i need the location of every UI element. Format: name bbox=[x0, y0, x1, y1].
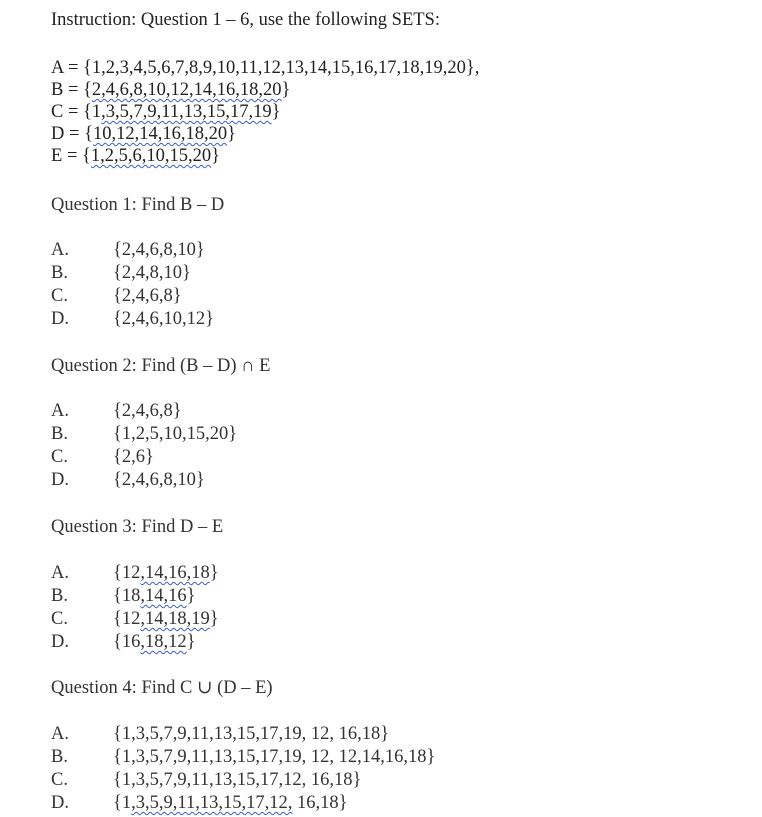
brace-open: {12 bbox=[113, 563, 141, 583]
option-answer bbox=[113, 609, 219, 629]
option-answer: {2,4,6,10,12} bbox=[113, 309, 215, 329]
option-answer: {2,4,6,8} bbox=[113, 286, 182, 306]
set-name: B bbox=[51, 80, 64, 100]
option-answer: {2,4,6,8} bbox=[113, 401, 182, 421]
question-2-option-a[interactable] bbox=[51, 400, 182, 422]
option-answer bbox=[113, 586, 196, 606]
option-letter: D. bbox=[51, 470, 69, 490]
question-3-option-a[interactable] bbox=[51, 562, 219, 584]
set-value-underlined: ,3,5,7,9,11,13,15,17,19 bbox=[101, 102, 272, 122]
option-answer bbox=[113, 632, 196, 652]
set-d bbox=[51, 123, 236, 145]
brace-close: } bbox=[211, 146, 221, 166]
option-letter: D. bbox=[51, 632, 69, 652]
question-1-option-d[interactable] bbox=[51, 308, 214, 330]
question-1-option-a[interactable] bbox=[51, 239, 205, 261]
question-2-title: Question 2: Find (B – D) ∩ E bbox=[51, 356, 271, 376]
brace-open: { bbox=[82, 146, 91, 166]
set-value-underlined: 1,2,5,6,10,15,20 bbox=[90, 146, 212, 166]
option-answer: {2,4,6,8,10} bbox=[113, 240, 205, 260]
option-answer bbox=[113, 563, 219, 583]
set-a bbox=[51, 57, 479, 79]
option-answer: {1,3,5,7,9,11,13,15,17,19, 12, 12,14,16,18} bbox=[113, 747, 436, 767]
option-letter: C. bbox=[51, 286, 68, 306]
option-answer bbox=[113, 793, 347, 813]
brace-open: {1 bbox=[83, 102, 102, 122]
set-name: D bbox=[51, 124, 65, 144]
option-answer: {2,6} bbox=[113, 447, 154, 467]
brace-close: } bbox=[186, 586, 196, 606]
brace-open: {1 bbox=[113, 793, 132, 813]
question-2-option-b[interactable] bbox=[51, 423, 237, 445]
option-letter: C. bbox=[51, 770, 68, 790]
answer-underlined: ,14,16 bbox=[140, 586, 187, 606]
set-c bbox=[51, 101, 281, 123]
set-value-underlined: 2,4,6,8,10,12,14,16,18,20 bbox=[91, 80, 282, 100]
question-4-option-c[interactable] bbox=[51, 769, 361, 791]
brace-close: } bbox=[186, 632, 196, 652]
question-3-option-c[interactable] bbox=[51, 608, 219, 630]
option-letter: B. bbox=[51, 263, 68, 283]
question-3-option-b[interactable] bbox=[51, 585, 196, 607]
option-letter: A. bbox=[51, 240, 69, 260]
equals-sign: = bbox=[64, 124, 85, 144]
question-2-option-c[interactable] bbox=[51, 446, 154, 468]
answer-underlined: ,14,18,19 bbox=[140, 609, 210, 629]
option-answer: {1,2,5,10,15,20} bbox=[113, 424, 238, 444]
brace-open: {12 bbox=[113, 609, 141, 629]
option-letter: A. bbox=[51, 401, 69, 421]
set-value: {1,2,3,4,5,6,7,8,9,10,11,12,13,14,15,16,17,18,19,20}, bbox=[83, 58, 480, 78]
option-letter: C. bbox=[51, 609, 68, 629]
set-name: C bbox=[51, 102, 64, 122]
brace-close: } bbox=[209, 563, 219, 583]
brace-open: {16 bbox=[113, 632, 141, 652]
answer-underlined: ,18,12 bbox=[140, 632, 187, 652]
equals-sign: = bbox=[62, 146, 82, 166]
answer-underlined: ,3,5,9,11,13,15,17,12, bbox=[131, 793, 293, 813]
brace-close: } bbox=[227, 124, 236, 144]
option-answer: {1,3,5,7,9,11,13,15,17,19, 12, 16,18} bbox=[113, 724, 390, 744]
answer-tail: 16,18} bbox=[292, 793, 348, 813]
question-1-title: Question 1: Find B – D bbox=[51, 195, 225, 215]
set-e bbox=[51, 145, 220, 167]
option-letter: B. bbox=[51, 586, 68, 606]
answer-underlined: ,14,16,18 bbox=[140, 563, 210, 583]
instruction-text: Instruction: Question 1 – 6, use the following SETS: bbox=[51, 10, 440, 30]
brace-close: } bbox=[271, 102, 281, 122]
option-letter: C. bbox=[51, 447, 68, 467]
set-name: A bbox=[51, 58, 64, 78]
set-b bbox=[51, 79, 290, 101]
option-letter: B. bbox=[51, 424, 68, 444]
brace-close: } bbox=[209, 609, 219, 629]
option-letter: D. bbox=[51, 309, 69, 329]
option-letter: A. bbox=[51, 724, 69, 744]
question-4-title: Question 4: Find C ∪ (D – E) bbox=[51, 678, 273, 698]
brace-open: { bbox=[83, 80, 92, 100]
question-4-option-a[interactable] bbox=[51, 723, 389, 745]
brace-open: {18 bbox=[113, 586, 141, 606]
equals-sign: = bbox=[63, 80, 84, 100]
equals-sign: = bbox=[63, 102, 84, 122]
set-value-underlined: 10,12,14,16,18,20 bbox=[92, 124, 228, 144]
question-1-option-b[interactable] bbox=[51, 262, 191, 284]
brace-close: } bbox=[281, 80, 291, 100]
option-letter: A. bbox=[51, 563, 69, 583]
question-4-option-b[interactable] bbox=[51, 746, 435, 768]
question-3-title: Question 3: Find D – E bbox=[51, 517, 224, 537]
question-1-option-c[interactable] bbox=[51, 285, 182, 307]
brace-open: { bbox=[84, 124, 93, 144]
option-answer: {2,4,8,10} bbox=[113, 263, 191, 283]
option-letter: D. bbox=[51, 793, 69, 813]
question-4-option-d[interactable] bbox=[51, 792, 347, 814]
option-letter: B. bbox=[51, 747, 68, 767]
option-answer: {1,3,5,7,9,11,13,15,17,12, 16,18} bbox=[113, 770, 362, 790]
equals-sign: = bbox=[63, 58, 84, 78]
question-2-option-d[interactable] bbox=[51, 469, 205, 491]
question-3-option-d[interactable] bbox=[51, 631, 196, 653]
option-answer: {2,4,6,8,10} bbox=[113, 470, 205, 490]
set-name: E bbox=[51, 146, 63, 166]
